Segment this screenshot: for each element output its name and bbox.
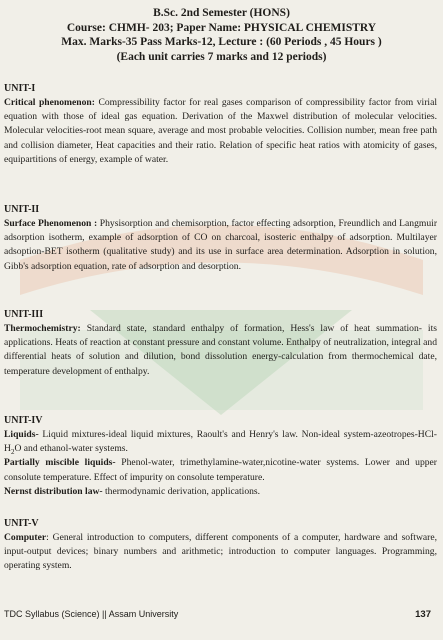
unit-4 xyxy=(4,414,437,499)
subscript: 2 xyxy=(10,448,15,457)
unit-5 xyxy=(4,517,437,574)
unit-title: UNIT-V xyxy=(4,518,39,529)
unit-topic-3: Nernst distribution law- xyxy=(4,485,103,497)
document-header xyxy=(0,6,443,64)
unit-text: Physisorption and chemisorption, factor effecting adsorption, Freundlich and Langmuir adsorption isotherm, example of adsorption of CO on charcoal, isosteric enthalpy of adsorption. Multilayer adsoption-BET isotherm (qualitative study) and its use in surface area determination. Adsorption in solution, Gibb's adsorption equation, rate of adsorption and desorption. xyxy=(4,218,438,272)
unit-topic-2: Partially miscible liquids- xyxy=(4,457,116,469)
unit-topic: Computer xyxy=(4,532,47,543)
unit-body xyxy=(4,96,437,167)
unit-body-3 xyxy=(4,485,437,499)
unit-3 xyxy=(4,308,437,379)
course-title: Course: CHMH- 203; Paper Name: PHYSICAL CHEMISTRY xyxy=(66,21,377,34)
unit-2 xyxy=(4,203,437,274)
unit-topic: Liquids- xyxy=(4,429,39,440)
unit-title: UNIT-IV xyxy=(4,415,43,426)
unit-body xyxy=(4,531,437,574)
unit-topic: Surface Phenomenon : xyxy=(4,218,98,229)
semester-title: B.Sc. 2nd Semester (HONS) xyxy=(153,7,290,19)
unit-text: : General introduction to computers, different components of a computer, hardware and software, input-output devices; binary numbers and arithmetic; introduction to computer languages. Programming, operating system. xyxy=(4,532,437,572)
unit-text: Standard state, standard enthalpy of formation, Hess's law of heat summation- its applications. Heats of reaction at constant pressure and constant volume. Enthalpy of neutralization, integral and differential heats of solution and dilution, bond dissolution energy-calculation from thermochemical date, temperature development of enthalpy. xyxy=(4,323,437,377)
unit-1 xyxy=(4,82,437,167)
unit-text-2: Phenol-water, trimethylamine-water,nicotine-water systems. Lower and upper consolute temperature. Effect of impurity on consolute temperature. xyxy=(4,457,437,483)
unit-body xyxy=(4,217,437,274)
marks-line: Max. Marks-35 Pass Marks-12, Lecture : (60 Periods , 45 Hours ) xyxy=(61,36,382,48)
unit-text: Liquid mixtures-ideal liquid mixtures, Raoult's and Henry's law. Non-ideal system-azeotropes-HCl-H xyxy=(4,429,437,455)
unit-title: UNIT-I xyxy=(4,83,36,94)
footer-source: TDC Syllabus (Science) || Assam University xyxy=(4,609,179,619)
unit-body xyxy=(4,428,437,456)
page-number: 137 xyxy=(415,609,431,620)
unit-topic: Critical phenomenon: xyxy=(4,97,95,108)
page-footer xyxy=(4,609,431,620)
unit-title: UNIT-II xyxy=(4,204,40,215)
unit-body-2 xyxy=(4,456,437,484)
unit-text-3: thermodynamic derivation, applications. xyxy=(102,485,261,497)
unit-title: UNIT-III xyxy=(4,309,44,320)
unit-text: Compressibility factor for real gases comparison of compressibility factor from virial equation with those of ideal gas equation. Derivation of the Maxwel distribution of molecular velocities. Molecular velocities-root mean square, average and most probable velocities. Collision number, mean free path and collision diameter, Heat capacities and their ratio. Relation of specific heat ratios with atomicity of gases, equipartitions of energy, example of water. xyxy=(4,97,438,165)
unit-text-cont: O and ethanol-water systems. xyxy=(14,443,128,455)
unit-body xyxy=(4,322,437,379)
unit-topic: Thermochemistry: xyxy=(4,323,81,334)
unit-note: (Each unit carries 7 marks and 12 periods) xyxy=(116,50,327,63)
